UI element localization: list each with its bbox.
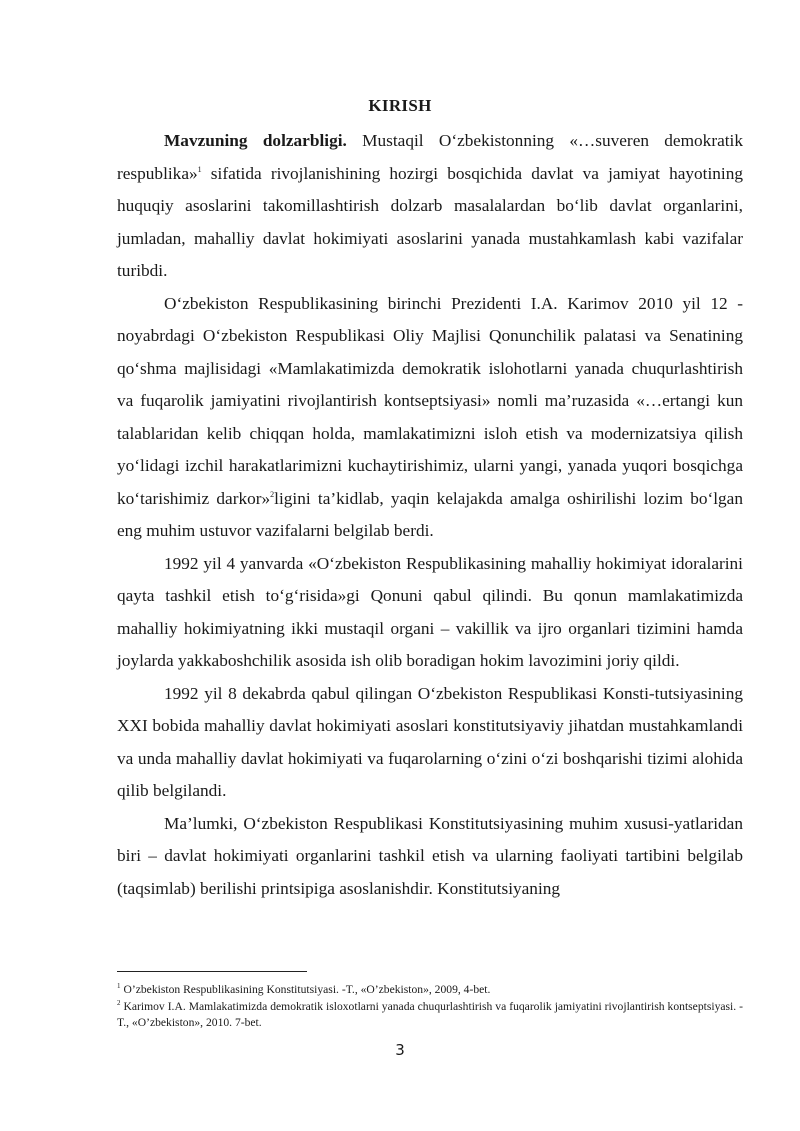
paragraph-text: Mustaqil O‘zbekistonning «…suveren demokratik respublika» [117,131,743,183]
paragraph-1992-constitution: 1992 yil 8 dekabrda qabul qilingan O‘zbekiston Respublikasi Konsti-tutsiyasining XXI bobida mahalliy davlat hokimiyati asoslari konstitutsiyaviy jihatdan mustahkamlandi va unda mahalliy davlat hokimiyati va fuqarolarning o‘zini o‘zi boshqarishi tizimi alohida qilib belgilandi. [117,683,743,800]
paragraph-text: sifatida rivojlanishining hozirgi bosqichida davlat va jamiyat hayotining huquqiy asoslarini takomillashtirish dolzarb masalalardan bo‘lib davlat organlarini, jumladan, mahalliy davlat hokimiyati asoslarini yanada mustahkamlash kabi vazifalar turibdi. [117,163,743,280]
paragraph-1992-january-law: 1992 yil 4 yanvarda «O‘zbekiston Respublikasining mahalliy hokimiyat idoralarini qayta tashkil etish to‘g‘risida»gi Qonuni qabul qilindi. Bu qonun mamlakatimizda mahalliy hokimiyatning ikki mustaqil organi – vakillik va ijro organlari tizimini hamda joylarda yakkaboshchilik asosida ish olib boradigan hokim lavozimini joriy qildi. [117,553,743,670]
footnote-ref-2[interactable]: 2 [270,489,275,499]
paragraph-text: O‘zbekiston Respublikasining birinchi Prezidenti I.A. Karimov 2010 yil 12 - noyabrdagi O‘zbekiston Respublikasi Oliy Majlisi Qonunchilik palatasi va Senatining qo‘shma majlisidagi «Mamlakatimizda demokratik islohotlarni yanada chuqurlashtirish va fuqarolik jamiyatini rivojlantirish kontseptsiyasi» nomli ma’ruzasida «…ertangi kun talablaridan kelib chiqqan holda, mamlakatimizni isloh etish va modernizatsiya qilish yo‘lidagi izchil harakatlarimizni kuchaytirishimiz, ularni yangi, yanada yuqori bosqichga ko‘tarishimiz darkor» [117,293,743,508]
paragraph-karimov-speech [117,288,743,548]
footnote-number: 2 [117,999,121,1008]
footnotes [117,982,743,1032]
footnote-number: 1 [117,982,121,991]
page-number: 3 [395,1041,405,1059]
footnote-2 [117,999,743,1031]
footnote-1 [117,982,743,998]
footnote-ref-1[interactable]: 1 [197,164,202,174]
footnote-text: O’zbekiston Respublikasining Konstitutsiyasi. -T., «O’zbekiston», 2009, 4-bet. [123,983,491,996]
paragraph-lead-heading: Mavzuning dolzarbligi. [164,131,347,150]
footnote-text: Karimov I.A. Mamlakatimizda demokratik isloxotlarni yanada chuqurlashtirish va fuqarolik jamiyatini rivojlantirish kontseptsiyasi. -T., «O’zbekiston», 2010. 7-bet. [117,1000,743,1029]
paragraph-relevance [117,125,743,288]
paragraph-constitution-features: Ma’lumki, O‘zbekiston Respublikasi Konstitutsiyasining muhim xususi-yatlaridan biri – davlat hokimiyati organlarini tashkil etish va ularning faoliyati tartibini belgilab (taqsimlab) berilishi printsipiga asoslanishdir. Konstitutsiyaning [117,813,743,898]
body-text [117,125,743,905]
paragraph-text: ligini ta’kidlab, yaqin kelajakda amalga oshirilishi lozim bo‘lgan eng muhim ustuvor vazifalarni belgilab berdi. [117,488,743,540]
footnote-separator [117,971,307,972]
chapter-title: KIRISH [368,96,432,115]
